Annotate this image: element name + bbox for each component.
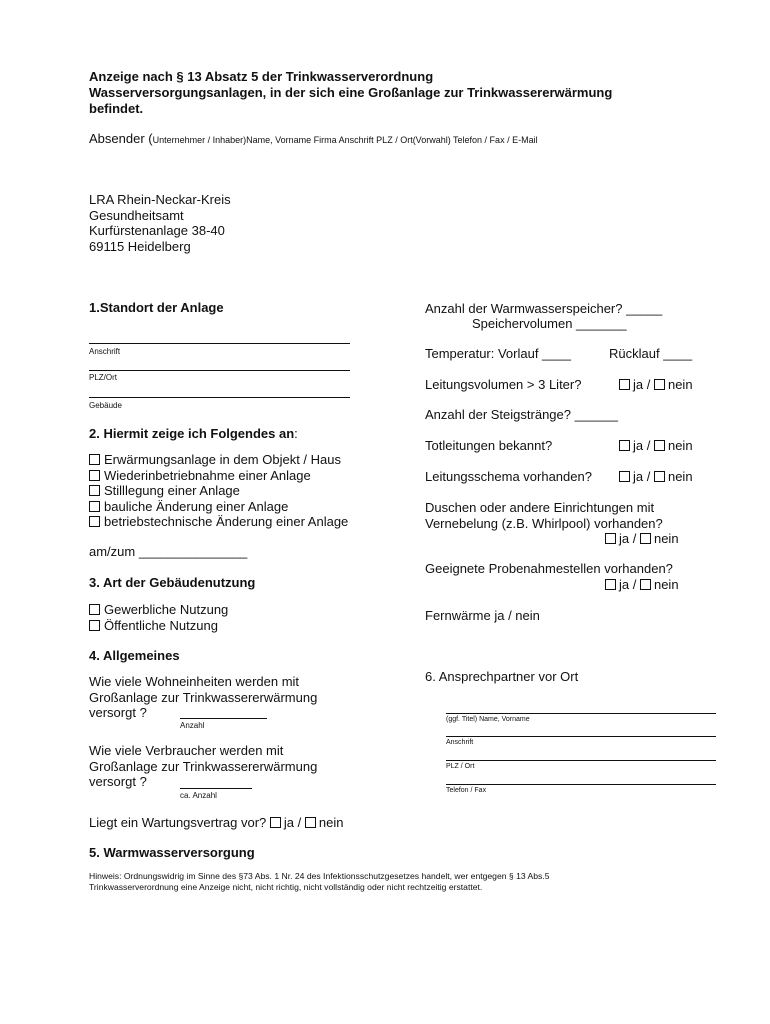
nein-checkbox[interactable] [640,579,651,590]
nein-checkbox[interactable] [654,471,665,482]
sampling-question: Geeignete Probenahmestellen vorhanden? [425,561,673,576]
contact-city-input[interactable] [446,760,716,761]
nein-label: nein [667,438,693,453]
legal-hint-line: Trinkwasserverordnung eine Anzeige nicht, nicht richtig, nicht vollständig oder nicht rechtzeitig erstattet. [89,882,483,892]
address-field-label: Anschrift [89,347,121,356]
section-1-heading: 1.Standort der Anlage [89,300,224,315]
building-input-line[interactable] [89,397,350,398]
nein-label: nein [653,531,679,546]
contact-address-input[interactable] [446,736,716,737]
nein-label: nein [667,377,693,392]
temp-return-question: Rücklauf ____ [609,346,693,361]
maintenance-label: Liegt ein Wartungsvertrag vor? [89,815,267,830]
ja-label: ja / [633,377,651,392]
address-input-line[interactable] [89,343,350,344]
legal-hint-line: Hinweis: Ordnungswidrig im Sinne des §73 Abs. 1 Nr. 24 des Infektionsschutzgesetzes handelt, wer entgegen § 13 Abs.5 [89,871,550,881]
storage-count-question: Anzahl der Warmwasserspeicher? _____ [425,301,663,316]
sender-line [89,131,538,146]
nein-checkbox[interactable] [654,440,665,451]
option-heating-installation[interactable] [89,452,348,468]
recipient-address [89,192,231,254]
city-field-label: PLZ/Ort [89,373,118,382]
contact-address-label: Anschrift [446,739,474,746]
ja-label: ja / [619,531,637,546]
question-line: Wie viele Wohneinheiten werden mit [89,674,300,689]
legal-hint [89,871,689,893]
recipient-line: 69115 Heidelberg [89,238,191,254]
option-public-use[interactable] [89,618,228,634]
nein-label: nein [318,815,344,830]
contact-phone-input[interactable] [446,784,716,785]
sampling-choice [605,577,679,592]
nein-checkbox[interactable] [305,817,316,828]
option-structural-change[interactable] [89,499,348,515]
showers-line: Duschen oder andere Einrichtungen mit [425,500,655,515]
contact-phone-label: Telefon / Fax [446,787,487,794]
contact-city-label: PLZ / Ort [446,763,475,770]
form-title [89,69,709,117]
nein-label: nein [667,469,693,484]
recipient-line: LRA Rhein-Neckar-Kreis [89,192,231,207]
checkbox[interactable] [89,485,100,496]
maintenance-question [89,815,343,830]
option-shutdown[interactable] [89,483,348,499]
pipe-volume-question: Leitungsvolumen > 3 Liter? [425,377,582,392]
ja-label: ja / [283,815,302,830]
pipe-scheme-question: Leitungsschema vorhanden? [425,469,592,484]
count-label: Anzahl [180,721,205,730]
dead-pipes-question: Totleitungen bekannt? [425,438,553,453]
ja-checkbox[interactable] [605,579,616,590]
option-label: Stilllegung einer Anlage [104,483,240,498]
showers-line: Vernebelung (z.B. Whirlpool) vorhanden? [425,515,663,531]
district-heating-question[interactable]: Fernwärme ja / nein [425,608,540,623]
ja-label: ja / [633,438,651,453]
section-2-heading [89,426,298,441]
section-2-colon: : [294,426,298,441]
recipient-line: Kurfürstenanlage 38-40 [89,223,225,238]
date-field[interactable]: am/zum _______________ [89,544,248,559]
section-3-heading: 3. Art der Gebäudenutzung [89,575,256,590]
question-line: versorgt ? [89,705,147,720]
option-label: Gewerbliche Nutzung [104,602,229,617]
section-4-heading: 4. Allgemeines [89,648,180,663]
temp-flow-question: Temperatur: Vorlauf ____ [425,346,571,361]
checkbox[interactable] [89,470,100,481]
question-dwelling-units [89,674,317,721]
dwelling-count-input[interactable] [180,718,267,719]
checkbox[interactable] [89,604,100,615]
ja-checkbox[interactable] [270,817,281,828]
nein-label: nein [653,577,679,592]
storage-volume-question: Speichervolumen _______ [472,316,627,331]
section-2-heading-text: 2. Hiermit zeige ich Folgendes an [89,426,295,441]
checkbox[interactable] [89,454,100,465]
option-commercial-use[interactable] [89,602,228,618]
contact-name-label: (ggf. Titel) Name, Vorname [446,716,530,723]
question-line: versorgt ? [89,774,147,789]
sender-label: Absender ( [89,131,153,146]
checkbox[interactable] [89,516,100,527]
nein-checkbox[interactable] [654,379,665,390]
form-title-line-3: befindet. [89,101,144,116]
recipient-line: Gesundheitsamt [89,207,184,223]
option-label: Öffentliche Nutzung [104,617,218,633]
ja-checkbox[interactable] [619,379,630,390]
city-input-line[interactable] [89,370,350,371]
ja-checkbox[interactable] [619,471,630,482]
ja-checkbox[interactable] [605,533,616,544]
question-line: Großanlage zur Trinkwassererwärmung [89,689,318,705]
sender-hint: Unternehmer / Inhaber)Name, Vorname Firma Anschrift PLZ / Ort(Vorwahl) Telefon / Fax / E-Mail [152,135,538,145]
question-consumers [89,743,317,790]
risers-question: Anzahl der Steigstränge? ______ [425,407,618,422]
pipe-scheme-choice [619,469,693,484]
pipe-volume-choice [619,377,693,392]
contact-name-input[interactable] [446,713,716,714]
checkbox[interactable] [89,620,100,631]
section-5-heading: 5. Warmwasserversorgung [89,845,255,860]
form-title-line-2: Wasserversorgungsanlagen, in der sich eine Großanlage zur Trinkwassererwärmung [89,85,613,100]
question-line: Wie viele Verbraucher werden mit [89,743,284,758]
building-field-label: Gebäude [89,401,122,410]
ja-label: ja / [633,469,651,484]
option-recommissioning[interactable] [89,468,348,484]
showers-choice [605,531,679,546]
ja-label: ja / [619,577,637,592]
consumer-count-input[interactable] [180,788,252,789]
checkbox[interactable] [89,501,100,512]
option-label: bauliche Änderung einer Anlage [104,498,289,514]
form-title-line-1: Anzeige nach § 13 Absatz 5 der Trinkwasserverordnung [89,69,434,84]
notification-options [89,452,348,530]
dead-pipes-choice [619,438,693,453]
approx-count-label: ca. Anzahl [180,791,217,800]
section-6-heading: 6. Ansprechpartner vor Ort [425,669,579,684]
option-label: Wiederinbetriebnahme einer Anlage [104,467,311,483]
question-line: Großanlage zur Trinkwassererwärmung [89,758,318,774]
option-label: Erwärmungsanlage in dem Objekt / Haus [104,452,342,467]
showers-question [425,500,663,531]
ja-checkbox[interactable] [619,440,630,451]
nein-checkbox[interactable] [640,533,651,544]
option-label: betriebstechnische Änderung einer Anlage [104,514,349,529]
usage-options [89,602,228,633]
option-operational-change[interactable] [89,514,348,530]
